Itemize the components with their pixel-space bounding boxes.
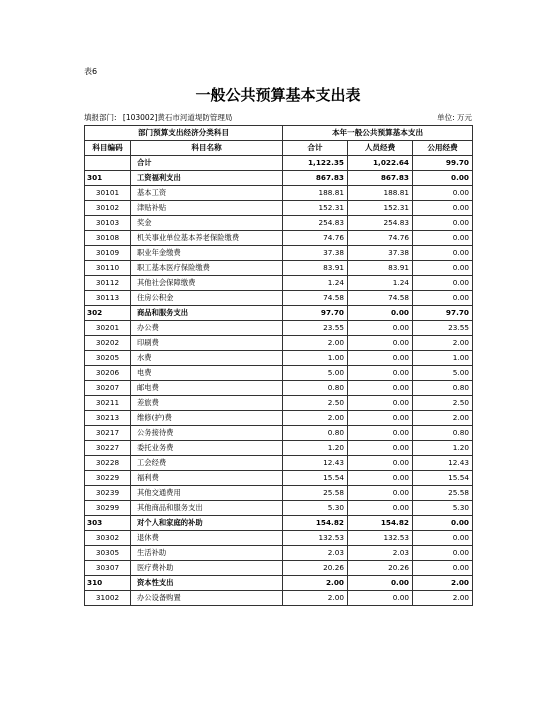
cell-personnel: 83.91 [348,261,413,276]
cell-total: 23.55 [283,321,348,336]
cell-public: 0.80 [413,426,473,441]
table-row [85,561,473,576]
cell-public: 12.43 [413,456,473,471]
table-row [85,366,473,381]
cell-personnel: 0.00 [348,381,413,396]
category-row [85,306,473,321]
cell-total: 154.82 [283,516,348,531]
cell-code: 30228 [85,456,131,471]
cell-public: 0.00 [413,561,473,576]
cell-total: 0.80 [283,426,348,441]
category-row [85,576,473,591]
column-header-total: 合计 [283,141,348,156]
cell-name: 其他交通费用 [131,486,283,501]
cell-code: 30103 [85,216,131,231]
table-row [85,261,473,276]
group-header-classification: 部门预算支出经济分类科目 [85,126,283,141]
cell-public: 25.58 [413,486,473,501]
cell-personnel: 74.58 [348,291,413,306]
cell-personnel: 0.00 [348,441,413,456]
table-body [85,156,473,606]
cell-personnel: 0.00 [348,576,413,591]
cell-code: 30202 [85,336,131,351]
cell-public: 2.00 [413,336,473,351]
cell-personnel: 867.83 [348,171,413,186]
table-row [85,531,473,546]
cell-code: 30110 [85,261,131,276]
cell-total: 1,122.35 [283,156,348,171]
cell-code: 30299 [85,501,131,516]
cell-code: 30217 [85,426,131,441]
cell-personnel: 0.00 [348,336,413,351]
table-row [85,216,473,231]
category-row [85,516,473,531]
cell-total: 74.58 [283,291,348,306]
cell-personnel: 152.31 [348,201,413,216]
cell-code: 31002 [85,591,131,606]
cell-name: 公务接待费 [131,426,283,441]
page-title: 一般公共预算基本支出表 [195,86,361,104]
cell-total: 2.00 [283,576,348,591]
cell-name: 生活补助 [131,546,283,561]
cell-total: 1.24 [283,276,348,291]
cell-public: 0.00 [413,216,473,231]
cell-personnel: 0.00 [348,411,413,426]
department-info [84,112,236,123]
cell-name: 合计 [131,156,283,171]
report-info-line [84,112,472,123]
cell-personnel: 254.83 [348,216,413,231]
cell-name: 工资福利支出 [131,171,283,186]
table-row [85,486,473,501]
cell-total: 5.30 [283,501,348,516]
cell-name: 维修(护)费 [131,411,283,426]
cell-personnel: 20.26 [348,561,413,576]
table-row [85,456,473,471]
cell-total: 37.38 [283,246,348,261]
cell-public: 0.80 [413,381,473,396]
table-row [85,231,473,246]
cell-name: 差旅费 [131,396,283,411]
cell-public: 0.00 [413,231,473,246]
table-row [85,351,473,366]
department-name: [103002]黄石市河道堤防管理局 [122,113,233,122]
cell-code: 30227 [85,441,131,456]
cell-public: 0.00 [413,186,473,201]
group-header-expenditure: 本年一般公共预算基本支出 [283,126,473,141]
cell-personnel: 0.00 [348,591,413,606]
department-label: 填报部门: [84,113,117,122]
cell-public: 97.70 [413,306,473,321]
table-row [85,186,473,201]
cell-name: 委托业务费 [131,441,283,456]
cell-name: 对个人和家庭的补助 [131,516,283,531]
cell-name: 津贴补贴 [131,201,283,216]
cell-code: 30207 [85,381,131,396]
table-row [85,246,473,261]
cell-personnel: 132.53 [348,531,413,546]
cell-personnel: 0.00 [348,501,413,516]
column-header-public: 公用经费 [413,141,473,156]
table-group-header-row [85,126,473,141]
cell-code: 303 [85,516,131,531]
cell-total: 1.20 [283,441,348,456]
cell-public: 15.54 [413,471,473,486]
cell-total: 25.58 [283,486,348,501]
cell-name: 印刷费 [131,336,283,351]
table-row [85,546,473,561]
cell-total: 5.00 [283,366,348,381]
cell-code: 30206 [85,366,131,381]
cell-personnel: 0.00 [348,426,413,441]
table-column-header-row [85,141,473,156]
column-header-personnel: 人员经费 [348,141,413,156]
cell-code: 30229 [85,471,131,486]
cell-total: 1.00 [283,351,348,366]
cell-public: 0.00 [413,516,473,531]
cell-personnel: 0.00 [348,486,413,501]
cell-personnel: 1,022.64 [348,156,413,171]
cell-personnel: 0.00 [348,366,413,381]
cell-name: 退休费 [131,531,283,546]
cell-total: 2.00 [283,336,348,351]
cell-public: 0.00 [413,546,473,561]
cell-public: 0.00 [413,261,473,276]
cell-public: 1.00 [413,351,473,366]
cell-personnel: 188.81 [348,186,413,201]
table-row [85,471,473,486]
cell-code: 30101 [85,186,131,201]
cell-personnel: 0.00 [348,306,413,321]
cell-personnel: 1.24 [348,276,413,291]
cell-personnel: 0.00 [348,321,413,336]
cell-name: 职工基本医疗保险缴费 [131,261,283,276]
category-row [85,171,473,186]
cell-total: 12.43 [283,456,348,471]
cell-code: 30109 [85,246,131,261]
cell-code: 302 [85,306,131,321]
cell-total: 0.80 [283,381,348,396]
table-row [85,501,473,516]
column-header-name: 科目名称 [131,141,283,156]
cell-name: 邮电费 [131,381,283,396]
cell-public: 2.00 [413,576,473,591]
cell-name: 水费 [131,351,283,366]
cell-total: 188.81 [283,186,348,201]
cell-personnel: 74.76 [348,231,413,246]
table-row [85,291,473,306]
table-row [85,591,473,606]
table-row [85,411,473,426]
cell-code: 30108 [85,231,131,246]
cell-total: 132.53 [283,531,348,546]
cell-total: 15.54 [283,471,348,486]
unit-label: 单位: 万元 [437,113,472,122]
cell-name: 职业年金缴费 [131,246,283,261]
cell-public: 5.30 [413,501,473,516]
cell-code: 30112 [85,276,131,291]
column-header-code: 科目编码 [85,141,131,156]
cell-total: 2.00 [283,591,348,606]
budget-table [84,125,473,606]
cell-total: 83.91 [283,261,348,276]
cell-code: 301 [85,171,131,186]
cell-total: 20.26 [283,561,348,576]
cell-code: 30211 [85,396,131,411]
cell-code: 30102 [85,201,131,216]
cell-personnel: 2.03 [348,546,413,561]
cell-total: 152.31 [283,201,348,216]
cell-code: 30213 [85,411,131,426]
table-row [85,276,473,291]
cell-name: 电费 [131,366,283,381]
cell-public: 0.00 [413,276,473,291]
cell-total: 2.03 [283,546,348,561]
cell-code: 30307 [85,561,131,576]
table-row [85,321,473,336]
cell-total: 74.76 [283,231,348,246]
cell-public: 0.00 [413,201,473,216]
cell-total: 2.50 [283,396,348,411]
cell-name: 资本性支出 [131,576,283,591]
cell-personnel: 0.00 [348,351,413,366]
cell-name: 医疗费补助 [131,561,283,576]
cell-code: 310 [85,576,131,591]
cell-total: 867.83 [283,171,348,186]
cell-code: 30201 [85,321,131,336]
table-row [85,426,473,441]
cell-code: 30239 [85,486,131,501]
cell-name: 商品和服务支出 [131,306,283,321]
cell-public: 0.00 [413,291,473,306]
cell-name: 住房公积金 [131,291,283,306]
cell-code: 30113 [85,291,131,306]
cell-public: 0.00 [413,246,473,261]
cell-personnel: 0.00 [348,396,413,411]
cell-personnel: 0.00 [348,456,413,471]
cell-public: 0.00 [413,171,473,186]
cell-name: 工会经费 [131,456,283,471]
cell-name: 福利费 [131,471,283,486]
cell-personnel: 0.00 [348,471,413,486]
cell-name: 机关事业单位基本养老保险缴费 [131,231,283,246]
cell-public: 99.70 [413,156,473,171]
cell-code: 30302 [85,531,131,546]
cell-name: 办公设备购置 [131,591,283,606]
cell-code [85,156,131,171]
cell-total: 254.83 [283,216,348,231]
cell-public: 5.00 [413,366,473,381]
cell-code: 30205 [85,351,131,366]
cell-total: 97.70 [283,306,348,321]
cell-public: 2.00 [413,591,473,606]
cell-name: 奖金 [131,216,283,231]
total-row [85,156,473,171]
table-row [85,201,473,216]
table-row [85,336,473,351]
cell-name: 其他社会保障缴费 [131,276,283,291]
cell-public: 2.00 [413,411,473,426]
cell-total: 2.00 [283,411,348,426]
cell-public: 1.20 [413,441,473,456]
cell-name: 基本工资 [131,186,283,201]
table-row [85,381,473,396]
cell-name: 办公费 [131,321,283,336]
table-row [85,396,473,411]
cell-name: 其他商品和服务支出 [131,501,283,516]
cell-public: 0.00 [413,531,473,546]
cell-personnel: 154.82 [348,516,413,531]
cell-public: 2.50 [413,396,473,411]
cell-code: 30305 [85,546,131,561]
cell-public: 23.55 [413,321,473,336]
table-number: 表6 [84,67,98,76]
cell-personnel: 37.38 [348,246,413,261]
table-row [85,441,473,456]
